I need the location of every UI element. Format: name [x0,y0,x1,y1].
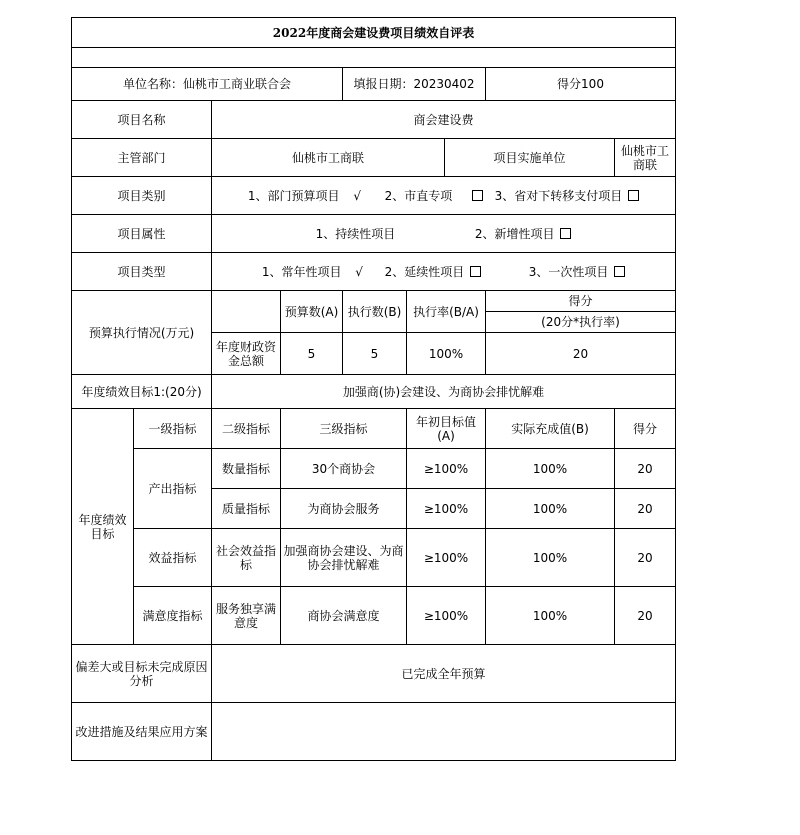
row3-score: 20 [615,529,676,587]
row2-level3: 为商协会服务 [281,489,407,529]
type-opt1-tick: √ [355,264,363,279]
attribute-opt2-checkbox [560,228,571,239]
budget-value: 5 [281,333,343,375]
form-title: 2022年度商会建设费项目绩效自评表 [72,18,676,48]
deviation-value: 已完成全年预算 [212,645,676,703]
goal-value: 加强商(协)会建设、为商协会排忧解难 [212,375,676,409]
budget-col-score-formula: (20分*执行率) [486,312,676,333]
rate-value: 100% [407,333,486,375]
improve-label: 改进措施及结果应用方案 [72,703,212,761]
attribute-opt1: 1、持续性项目 [315,226,396,241]
attribute-label: 项目属性 [72,215,212,253]
dept-label: 主管部门 [72,139,212,177]
impl-unit-value: 仙桃市工商联 [615,139,676,177]
row2-target: ≥100% [407,489,486,529]
row4-score: 20 [615,587,676,645]
row3-target: ≥100% [407,529,486,587]
row4-level1: 满意度指标 [134,587,212,645]
row3-level3: 加强商协会建设、为商协会排忧解难 [281,529,407,587]
category-opt3-checkbox [628,190,639,201]
attribute-opt2: 2、新增性项目 [474,226,555,241]
row1-level2: 数量指标 [212,449,281,489]
row1-actual: 100% [486,449,615,489]
header-level2: 二级指标 [212,409,281,449]
type-options [212,253,676,291]
project-name-value: 商会建设费 [212,101,676,139]
type-opt2: 2、延续性项目 [384,264,465,279]
self-evaluation-table [71,17,676,761]
budget-row-label: 年度财政资金总额 [212,333,281,375]
attribute-options [212,215,676,253]
row4-target: ≥100% [407,587,486,645]
row4-level2: 服务独享满意度 [212,587,281,645]
goal-label: 年度绩效目标1:(20分) [72,375,212,409]
budget-col-exec: 执行数(B) [343,291,407,333]
type-opt1: 1、常年性项目 [261,264,342,279]
deviation-label: 偏差大或目标未完成原因分析 [72,645,212,703]
budget-col-rate: 执行率(B/A) [407,291,486,333]
category-options [212,177,676,215]
budget-label: 预算执行情况(万元) [72,291,212,375]
indicators-label: 年度绩效目标 [72,409,134,645]
row1-level3: 30个商协会 [281,449,407,489]
row3-level2: 社会效益指标 [212,529,281,587]
type-opt3: 3、一次性项目 [528,264,609,279]
type-label: 项目类型 [72,253,212,291]
impl-unit-label: 项目实施单位 [445,139,615,177]
header-level3: 三级指标 [281,409,407,449]
category-opt2-checkbox [472,190,483,201]
row1-score: 20 [615,449,676,489]
header-actual: 实际充成值(B) [486,409,615,449]
report-date: 填报日期：20230402 [343,68,486,101]
output-indicator-label: 产出指标 [134,449,212,529]
total-score: 得分100 [486,68,676,101]
budget-col-score: 得分 [486,291,676,312]
row2-level2: 质量指标 [212,489,281,529]
category-label: 项目类别 [72,177,212,215]
header-level1: 一级指标 [134,409,212,449]
category-opt2: 2、市直专项 [384,188,453,203]
project-name-label: 项目名称 [72,101,212,139]
row4-actual: 100% [486,587,615,645]
header-target: 年初目标值(A) [407,409,486,449]
type-opt2-checkbox [470,266,481,277]
improve-value [212,703,676,761]
budget-col-budget: 预算数(A) [281,291,343,333]
budget-blank-header [212,291,281,333]
category-opt1: 1、部门预算项目 [247,188,340,203]
type-opt3-checkbox [614,266,625,277]
row3-level1: 效益指标 [134,529,212,587]
exec-value: 5 [343,333,407,375]
budget-score-value: 20 [486,333,676,375]
spacer-row [72,48,676,68]
unit-name: 单位名称：仙桃市工商业联合会 [72,68,343,101]
row2-actual: 100% [486,489,615,529]
row4-level3: 商协会满意度 [281,587,407,645]
row2-score: 20 [615,489,676,529]
category-opt1-tick: √ [353,188,362,203]
dept-value: 仙桃市工商联 [212,139,445,177]
row1-target: ≥100% [407,449,486,489]
header-score: 得分 [615,409,676,449]
row3-actual: 100% [486,529,615,587]
category-opt3: 3、省对下转移支付项目 [494,188,623,203]
